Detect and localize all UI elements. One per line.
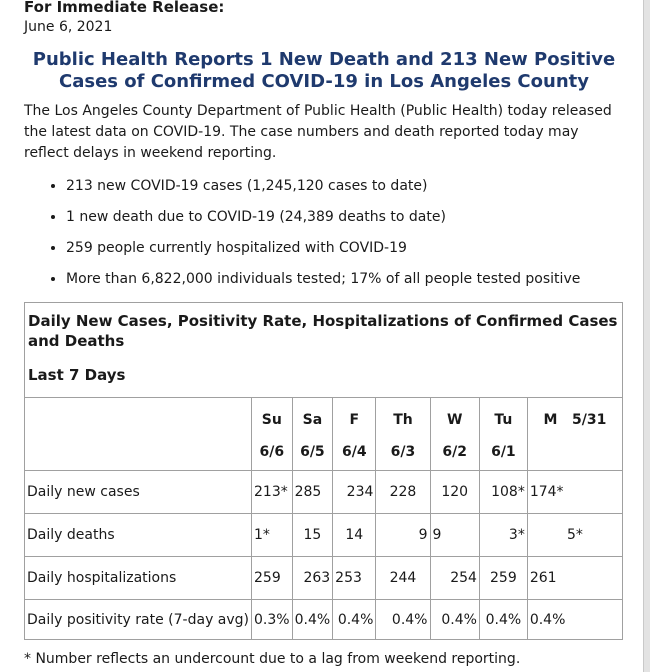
table-cell: 259 [479,557,527,600]
table-cell: 263 [292,557,333,600]
col-header-thu: Th 6/3 [376,398,430,471]
release-date: June 6, 2021 [24,19,113,35]
intro-paragraph: The Los Angeles County Department of Public Health (Public Health) today released the latest data on COVID-19. The case numbers and death reported today may reflect delays in weekend reporting. [24,103,612,161]
table-cell: 0.4% [479,600,527,640]
table-cell: 1* [252,514,293,557]
table-cell: 244 [376,557,430,600]
table-cell: 174* [527,471,622,514]
headline-line-1: Public Health Reports 1 New Death and 213 New Positive [32,49,616,70]
table-cell: 259 [252,557,293,600]
table-cell: 0.4% [292,600,333,640]
row-label: Daily hospitalizations [25,557,252,600]
bullet-tested: • More than 6,822,000 individuals tested; 17% of all people tested positive [66,267,626,298]
bullet-hospitalized: • 259 people currently hospitalized with COVID-19 [66,236,626,267]
table-cell: 0.4% [333,600,376,640]
table-row [25,471,623,514]
table-cell: 120 [430,471,479,514]
table-cell: 261 [527,557,622,600]
table-cell: 254 [430,557,479,600]
col-header-sat: Sa 6/5 [292,398,333,471]
col-header-sun: Su 6/6 [252,398,293,471]
col-header-mon: M 5/31 [527,398,622,471]
footnote: * Number reflects an undercount due to a lag from weekend reporting. [24,651,521,667]
table-cell: 14 [333,514,376,557]
table-cell: 0.4% [376,600,430,640]
daily-stats-table [24,302,623,640]
release-label: For Immediate Release: [24,0,225,16]
table-cell: 228 [376,471,430,514]
bullet-new-death: • 1 new death due to COVID-19 (24,389 deaths to date) [66,205,626,236]
table-cell: 5* [527,514,622,557]
table-cell: 0.4% [430,600,479,640]
bullet-new-cases: • 213 new COVID-19 cases (1,245,120 cases to date) [66,174,626,205]
row-label: Daily deaths [25,514,252,557]
row-label: Daily new cases [25,471,252,514]
table-cell: 213* [252,471,293,514]
table-cell: 234 [333,471,376,514]
row-label: Daily positivity rate (7-day avg) [25,600,252,640]
table-subtitle: Last 7 Days [28,366,126,384]
summary-bullet-list [44,174,626,298]
headline-line-2: Cases of Confirmed COVID-19 in Los Angeles County [59,71,589,92]
table-row [25,600,623,640]
press-release-headline [24,49,624,93]
table-cell: 0.4% [527,600,622,640]
table-title-cell [25,303,623,398]
table-cell: 9 [430,514,479,557]
table-cell: 9 [376,514,430,557]
table-title: Daily New Cases, Positivity Rate, Hospitalizations of Confirmed Cases and Deaths [28,312,618,350]
window-edge [643,0,650,672]
col-header-wed: W 6/2 [430,398,479,471]
col-header-tue: Tu 6/1 [479,398,527,471]
table-cell: 108* [479,471,527,514]
table-cell: 253 [333,557,376,600]
table-cell: 3* [479,514,527,557]
table-cell: 285 [292,471,333,514]
col-header-fri: F 6/4 [333,398,376,471]
table-cell: 0.3% [252,600,293,640]
table-row [25,557,623,600]
table-cell: 15 [292,514,333,557]
table-corner-cell [25,398,252,471]
table-row [25,514,623,557]
